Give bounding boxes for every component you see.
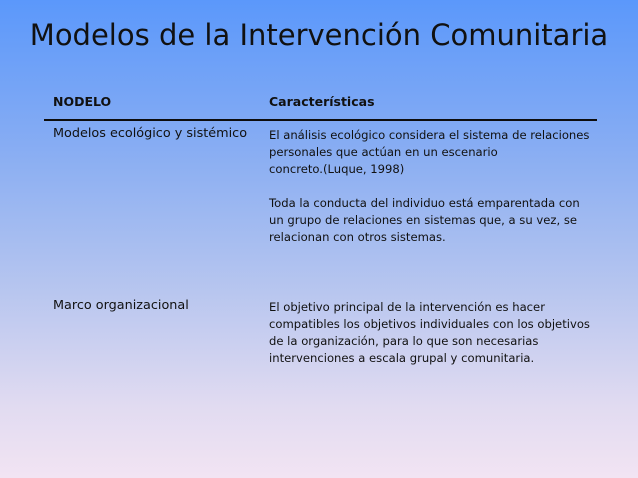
description-line: compatibles los objetivos individuales con los objetivos (269, 317, 590, 331)
description-line: personales que actúan en un escenario (269, 145, 498, 159)
description-line: El objetivo principal de la intervención es hacer (269, 300, 545, 314)
model-description (269, 299, 599, 367)
description-line: un grupo de relaciones en sistemas que, a su vez, se (269, 213, 578, 227)
model-name: Modelos ecológico y sistémico (53, 126, 248, 141)
description-line: intervenciones a escala grupal y comunitaria. (269, 351, 535, 365)
model-name: Marco organizacional (53, 298, 189, 313)
paragraph-gap (269, 178, 599, 195)
header-characteristics: Características (269, 94, 375, 109)
models-table (44, 86, 597, 413)
table-row (44, 121, 597, 293)
description-line: El análisis ecológico considera el sistema de relaciones (269, 128, 590, 142)
table-row (44, 293, 597, 413)
description-line: concreto.(Luque, 1998) (269, 162, 405, 176)
description-line: de la organización, para lo que son necesarias (269, 334, 539, 348)
model-description (269, 127, 599, 246)
slide-title: Modelos de la Intervención Comunitaria (29, 18, 609, 52)
table-header-row (44, 86, 597, 121)
description-line: relacionan con otros sistemas. (269, 230, 446, 244)
header-model: NODELO (53, 94, 112, 109)
description-line: Toda la conducta del individuo está emparentada con (269, 196, 580, 210)
